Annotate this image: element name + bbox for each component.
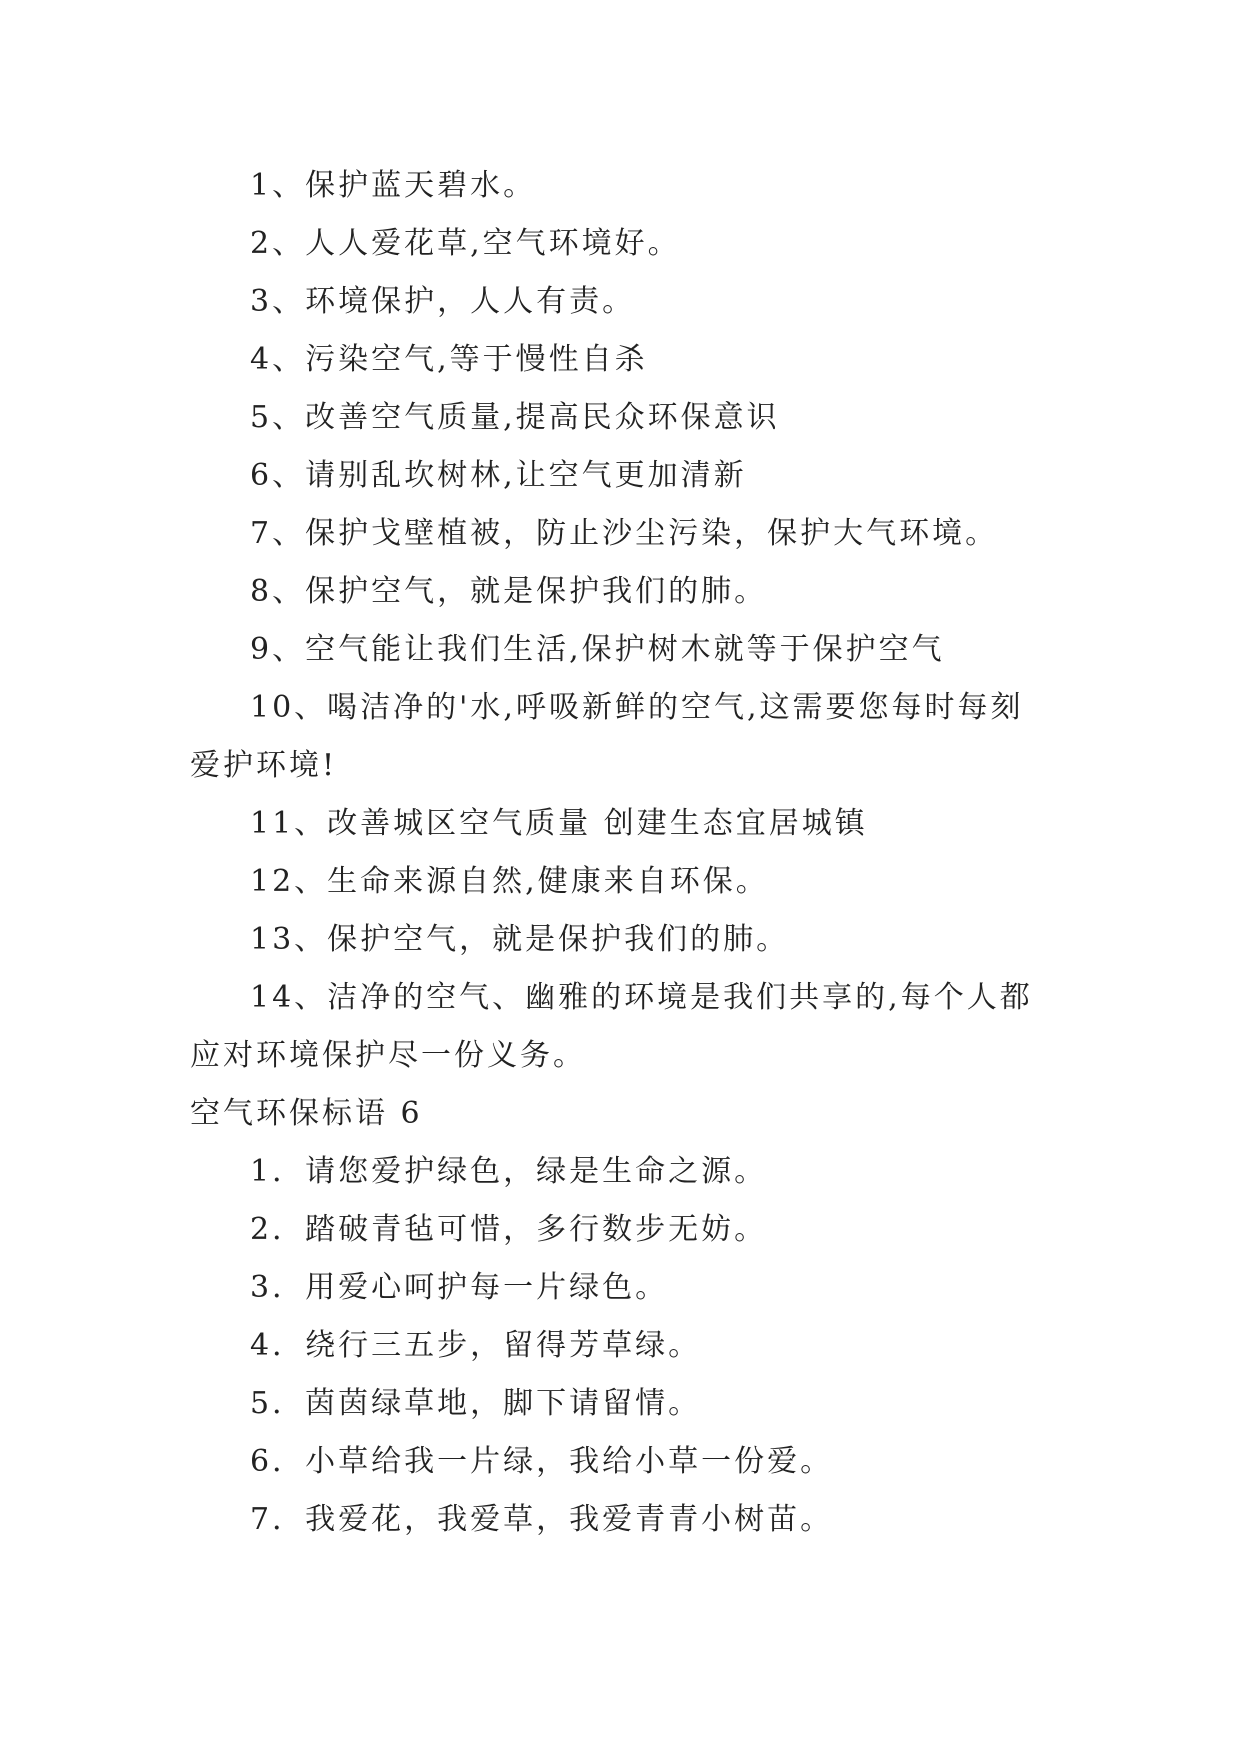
list-item: 3、环境保护，人人有责。: [250, 284, 636, 319]
list-item: 5．茵茵绿草地，脚下请留情。: [250, 1386, 702, 1421]
list-item-10-line-1: 10、喝洁净的'水,呼吸新鲜的空气,这需要您每时每刻: [250, 690, 1024, 725]
list-item: 12、生命来源自然,健康来自环保。: [250, 864, 769, 899]
list-item: 9、空气能让我们生活,保护树木就等于保护空气: [250, 632, 945, 667]
list-item: 6、请别乱坎树林,让空气更加清新: [250, 458, 747, 493]
list-item: 8、保护空气，就是保护我们的肺。: [250, 574, 768, 609]
list-item: 3．用爱心呵护每一片绿色。: [250, 1270, 669, 1305]
list-item-14-line-2: 应对环境保护尽一份义务。: [190, 1038, 586, 1073]
list-item: 1．请您爱护绿色，绿是生命之源。: [250, 1154, 768, 1189]
list-item: 1、保护蓝天碧水。: [250, 168, 537, 203]
list-item: 6．小草给我一片绿，我给小草一份爱。: [250, 1444, 834, 1479]
list-item: 7．我爱花，我爱草，我爱青青小树苗。: [250, 1502, 834, 1537]
list-item: 11、改善城区空气质量 创建生态宜居城镇: [250, 806, 868, 841]
section-heading: 空气环保标语 6: [190, 1096, 423, 1131]
list-item-14-line-1: 14、洁净的空气、幽雅的环境是我们共享的,每个人都: [250, 980, 1033, 1015]
document-body: [190, 157, 1050, 1549]
list-item: 13、保护空气，就是保护我们的肺。: [250, 922, 790, 957]
list-item: 2．踏破青毡可惜，多行数步无妨。: [250, 1212, 768, 1247]
list-item: 2、人人爱花草,空气环境好。: [250, 226, 681, 261]
list-item-10-line-2: 爱护环境!: [190, 748, 338, 783]
list-item: 4．绕行三五步，留得芳草绿。: [250, 1328, 702, 1363]
list-item: 7、保护戈壁植被，防止沙尘污染，保护大气环境。: [250, 516, 999, 551]
list-item: 5、改善空气质量,提高民众环保意识: [250, 400, 780, 435]
list-item: 4、污染空气,等于慢性自杀: [250, 342, 648, 377]
